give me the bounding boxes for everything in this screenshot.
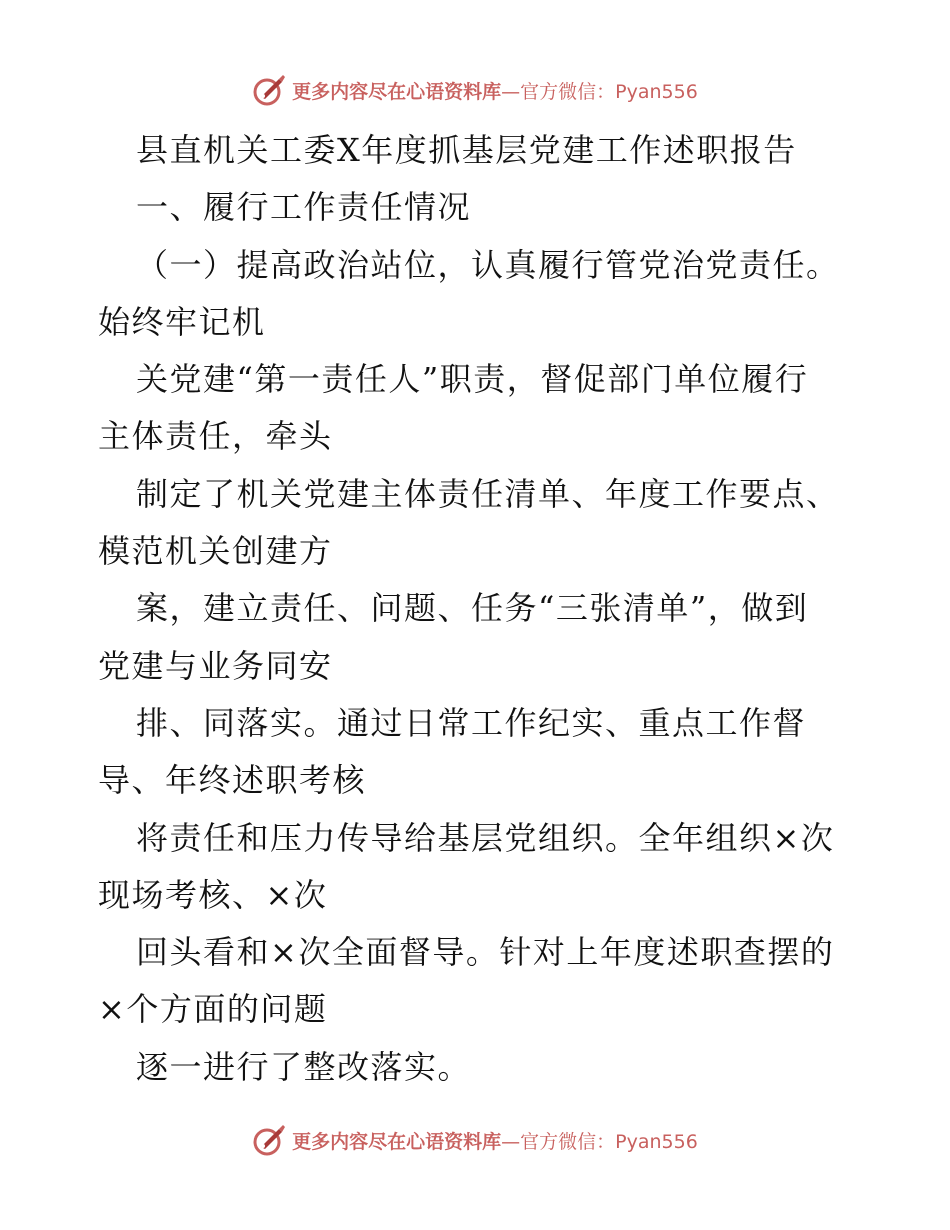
quill-pen-logo-icon [252,73,286,107]
text-line: 现场考核、×次 [98,875,328,914]
quill-pen-logo-icon [252,1123,286,1157]
text-line: ×个方面的问题 [98,990,328,1029]
text-line: 排、同落实。通过日常工作纪实、重点工作督 [136,703,807,742]
text-line: 一、履行工作责任情况 [136,188,472,227]
document-body [98,122,858,1096]
watermark-text: 更多内容尽在心语资料库—官方微信：Pyan556 [292,80,698,103]
text-line: （一）提高政治站位，认真履行管党治党责任。 [136,245,840,284]
text-line: 始终牢记机 [98,302,266,341]
document-title: 县直机关工委X年度抓基层党建工作述职报告 [136,131,797,169]
text-line: 制定了机关党建主体责任清单、年度工作要点、 [136,474,840,513]
watermark-banner-top [0,70,950,110]
text-line: 逐一进行了整改落实。 [136,1047,472,1086]
text-line: 导、年终述职考核 [98,761,367,800]
text-line: 案，建立责任、问题、任务“三张清单”，做到 [136,589,809,628]
text-line: 党建与业务同安 [98,646,333,685]
text-line: 关党建“第一责任人”职责，督促部门单位履行 [136,360,809,399]
watermark-banner-bottom [0,1120,950,1160]
watermark-text: 更多内容尽在心语资料库—官方微信：Pyan556 [292,1130,698,1153]
text-line: 将责任和压力传导给基层党组织。全年组织×次 [136,818,835,857]
text-line: 回头看和×次全面督导。针对上年度述职查摆的 [136,933,835,972]
text-line: 模范机关创建方 [98,532,333,571]
text-line: 主体责任，牵头 [98,417,333,456]
